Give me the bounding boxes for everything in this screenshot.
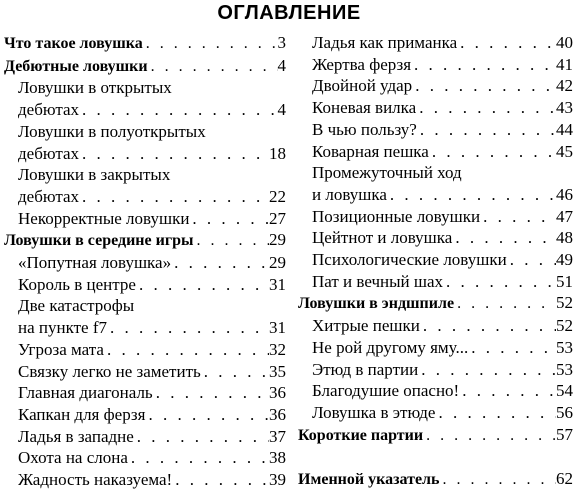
dot-leader (107, 317, 269, 339)
toc-page-number: 48 (556, 228, 573, 248)
dot-leader (104, 339, 269, 361)
toc-entry-title: Жертва ферзя (312, 54, 412, 74)
toc-entry[interactable] (4, 252, 286, 274)
toc-entry-title-cont: и ловушка (312, 184, 387, 204)
dot-leader (145, 404, 269, 426)
dot-leader (148, 56, 278, 78)
toc-page-number: 53 (556, 359, 573, 379)
dot-leader (387, 184, 556, 206)
toc-page-number: 4 (277, 100, 286, 120)
toc-entry-title: Цейтнот и ловушка (312, 228, 453, 248)
dot-leader (172, 469, 269, 491)
toc-page-number: 51 (556, 271, 573, 291)
dot-leader (412, 75, 556, 97)
toc-page-number: 46 (556, 184, 573, 204)
toc-page-number: 47 (556, 206, 573, 226)
toc-entry[interactable] (4, 447, 286, 469)
toc-entry[interactable] (298, 141, 573, 163)
toc-entry-title: Двойной удар (312, 76, 413, 96)
toc-entry[interactable] (298, 206, 573, 228)
dot-leader (418, 359, 556, 381)
toc-entry[interactable] (4, 361, 286, 383)
toc-entry-title: «Попутная ловушка» (18, 253, 172, 273)
toc-entry[interactable] (4, 295, 286, 338)
toc-entry-title: Главная диагональ (18, 383, 153, 403)
toc-page-number: 29 (269, 253, 286, 273)
toc-page-number: 40 (556, 33, 573, 52)
toc-page-number: 42 (556, 76, 573, 96)
dot-leader (128, 447, 269, 469)
toc-page-number: 27 (269, 208, 286, 228)
toc-entry[interactable] (4, 208, 286, 230)
toc-entry[interactable] (4, 426, 286, 448)
toc-left-column (4, 32, 286, 491)
toc-entry[interactable] (298, 359, 573, 381)
toc-entry[interactable] (4, 404, 286, 426)
dot-leader (417, 119, 556, 141)
dot-leader (480, 206, 556, 228)
toc-entry[interactable] (298, 75, 573, 97)
toc-entry[interactable] (298, 32, 573, 54)
toc-entry-title: Ладья как приманка (312, 33, 458, 52)
dot-leader (79, 186, 269, 208)
toc-page-number: 41 (556, 54, 573, 74)
toc-entry-title-cont: на пункте f7 (18, 318, 108, 338)
toc-entry[interactable] (298, 97, 573, 119)
toc-entry-title: Король в центре (18, 274, 136, 294)
toc-entry[interactable] (298, 402, 573, 424)
toc-entry-title: Ловушки в открытых (18, 78, 172, 98)
dot-leader (429, 141, 556, 163)
toc-entry-title: Коварная пешка (312, 141, 429, 161)
toc-entry-title-cont: дебютах (18, 143, 80, 163)
dot-leader (459, 380, 556, 402)
toc-entry-title: Связку легко не заметить (18, 361, 201, 381)
toc-spacer (298, 446, 573, 468)
dot-leader (134, 426, 269, 448)
dot-leader (194, 230, 270, 252)
toc-page-number: 57 (556, 424, 573, 444)
toc-entry-title: Ловушки в закрытых (18, 165, 171, 185)
toc-entry-title: Жадность наказуема! (18, 470, 173, 490)
toc-entry-title: Короткие партии (298, 426, 424, 444)
dot-leader (79, 143, 269, 165)
toc-section-heading[interactable] (298, 424, 573, 447)
toc-page-number: 35 (269, 361, 286, 381)
toc-page-number: 38 (269, 448, 286, 468)
toc-entry[interactable] (4, 274, 286, 296)
toc-entry-title: В чью пользу? (312, 119, 417, 139)
toc-entry-title: Промежуточный ход (312, 163, 462, 183)
toc-entry-title: Две катастрофы (18, 296, 135, 316)
toc-page-number: 45 (556, 141, 573, 161)
toc-entry[interactable] (298, 380, 573, 402)
dot-leader (79, 99, 277, 121)
dot-leader (443, 271, 556, 293)
toc-page-number: 49 (556, 250, 573, 270)
toc-page-number: 18 (269, 143, 286, 163)
toc-entry[interactable] (298, 337, 573, 359)
toc-entry[interactable] (4, 469, 286, 491)
toc-entry-title: Коневая вилка (312, 98, 417, 118)
toc-section-heading[interactable] (298, 468, 573, 491)
toc-page-number: 22 (269, 186, 286, 206)
toc-entry[interactable] (298, 271, 573, 293)
page-title: ОГЛАВЛЕНИЕ (217, 2, 361, 24)
toc-entry[interactable] (4, 121, 286, 164)
toc-page-number: 31 (269, 318, 286, 338)
toc-page-number: 53 (556, 337, 573, 357)
dot-leader (143, 33, 278, 55)
dot-leader (420, 315, 556, 337)
dot-leader (423, 425, 556, 447)
toc-entry-title: Хитрые пешки (312, 316, 420, 336)
toc-entry-title-cont: дебютах (18, 186, 80, 206)
toc-entry-title: Охота на слона (18, 448, 128, 468)
dot-leader (136, 274, 269, 296)
toc-entry-title: Угроза мата (18, 339, 104, 359)
toc-page-number: 32 (269, 339, 286, 359)
toc-page-number: 44 (556, 119, 573, 139)
dot-leader (468, 337, 556, 359)
toc-entry[interactable] (298, 162, 573, 205)
toc-entry-title: Позиционные ловушки (312, 206, 481, 226)
dot-leader (416, 97, 556, 119)
dot-leader (435, 402, 556, 424)
toc-page-number: 36 (269, 383, 286, 403)
dot-leader (440, 469, 557, 491)
dot-leader (171, 252, 269, 274)
toc-page-number: 52 (556, 316, 573, 336)
toc-entry[interactable] (4, 164, 286, 207)
toc-entry[interactable] (298, 119, 573, 141)
toc-entry-title: Не рой другому яму... (312, 337, 469, 357)
toc-page-number: 39 (269, 470, 286, 490)
toc-entry-title: Психологические ловушки (312, 250, 507, 270)
dot-leader (507, 249, 556, 271)
toc-entry-title: Благодушие опасно! (312, 381, 460, 401)
dot-leader (153, 382, 269, 404)
toc-page-number: 37 (269, 426, 286, 446)
toc-entry[interactable] (4, 77, 286, 120)
toc-entry[interactable] (298, 249, 573, 271)
dot-leader (201, 361, 269, 383)
toc-entry-title-cont: дебютах (18, 100, 80, 120)
toc-page-number: 29 (269, 230, 286, 250)
toc-entry-title: Ловушки в эндшпиле (298, 295, 455, 313)
dot-leader (189, 208, 269, 230)
toc-entry[interactable] (4, 382, 286, 404)
toc-page-number: 43 (556, 98, 573, 118)
toc-section-heading[interactable] (4, 229, 286, 252)
toc-entry-title: Этюд в партии (312, 359, 419, 379)
dot-leader (454, 293, 556, 315)
dot-leader (457, 32, 556, 54)
dot-leader (411, 54, 556, 76)
toc-page-number: 36 (269, 404, 286, 424)
toc-section-heading[interactable] (4, 32, 286, 55)
toc-entry[interactable] (298, 54, 573, 76)
toc-entry-title: Ловушки в середине игры (4, 232, 194, 250)
toc-right-column (298, 32, 573, 491)
toc-page-number: 52 (556, 293, 573, 313)
toc-entry-title: Пат и вечный шах (312, 271, 444, 291)
dot-leader (452, 227, 556, 249)
toc-page-number: 56 (556, 402, 573, 422)
toc-entry-title: Некорректные ловушки (18, 208, 190, 228)
toc-entry[interactable] (298, 315, 573, 337)
toc-page-number: 62 (556, 469, 573, 489)
toc-section-heading[interactable] (298, 292, 573, 315)
toc-entry-title: Ладья в западне (18, 426, 134, 446)
toc-entry-title: Ловушки в полуоткрытых (18, 121, 206, 141)
toc-section-heading[interactable] (4, 55, 286, 78)
toc-entry[interactable] (4, 339, 286, 361)
toc-entry-title: Капкан для ферзя (18, 404, 146, 424)
toc-entry-title: Ловушка в этюде (312, 402, 436, 422)
toc-page-number: 3 (277, 33, 286, 52)
toc-page-number: 4 (277, 55, 286, 75)
toc-entry-title: Дебютные ловушки (4, 57, 148, 75)
toc-page-number: 31 (269, 274, 286, 294)
toc-page-number: 54 (556, 381, 573, 401)
toc-entry-title: Что такое ловушка (4, 35, 143, 52)
toc-entry-title: Именной указатель (298, 471, 440, 489)
toc-entry[interactable] (298, 227, 573, 249)
